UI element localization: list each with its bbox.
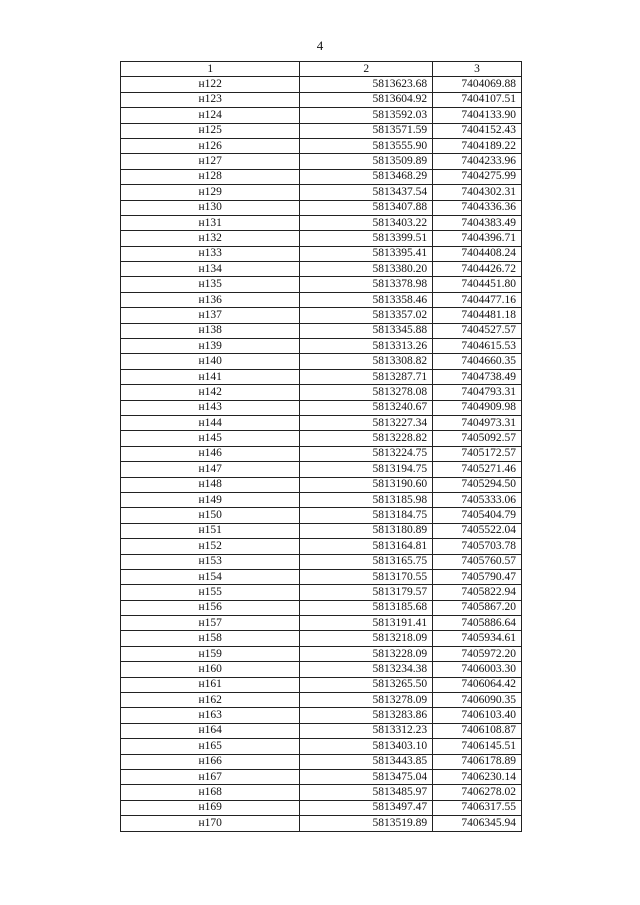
- y-coordinate-cell: 7406230.14: [433, 769, 522, 784]
- table-row: [121, 616, 522, 631]
- point-id-cell: н125: [121, 123, 300, 138]
- y-coordinate-cell: 7405333.06: [433, 492, 522, 507]
- point-id-cell: н145: [121, 431, 300, 446]
- y-coordinate-cell: 7404107.51: [433, 92, 522, 107]
- table-row: [121, 477, 522, 492]
- y-coordinate-cell: 7406178.89: [433, 754, 522, 769]
- coordinates-table: [120, 61, 522, 832]
- point-id-cell: н167: [121, 769, 300, 784]
- x-coordinate-cell: 5813287.71: [300, 369, 433, 384]
- table-row: [121, 108, 522, 123]
- table-header-row: [121, 62, 522, 77]
- y-coordinate-cell: 7405934.61: [433, 631, 522, 646]
- table-row: [121, 462, 522, 477]
- x-coordinate-cell: 5813468.29: [300, 169, 433, 184]
- point-id-cell: н150: [121, 508, 300, 523]
- y-coordinate-cell: 7404189.22: [433, 138, 522, 153]
- point-id-cell: н123: [121, 92, 300, 107]
- point-id-cell: н128: [121, 169, 300, 184]
- table-row: [121, 708, 522, 723]
- y-coordinate-cell: 7406090.35: [433, 693, 522, 708]
- x-coordinate-cell: 5813399.51: [300, 231, 433, 246]
- x-coordinate-cell: 5813313.26: [300, 339, 433, 354]
- y-coordinate-cell: 7404396.71: [433, 231, 522, 246]
- x-coordinate-cell: 5813312.23: [300, 723, 433, 738]
- x-coordinate-cell: 5813509.89: [300, 154, 433, 169]
- y-coordinate-cell: 7404615.53: [433, 339, 522, 354]
- table-row: [121, 800, 522, 815]
- x-coordinate-cell: 5813170.55: [300, 569, 433, 584]
- table-row: [121, 739, 522, 754]
- point-id-cell: н136: [121, 292, 300, 307]
- y-coordinate-cell: 7406278.02: [433, 785, 522, 800]
- y-coordinate-cell: 7404336.36: [433, 200, 522, 215]
- x-coordinate-cell: 5813194.75: [300, 462, 433, 477]
- point-id-cell: н148: [121, 477, 300, 492]
- table-row: [121, 354, 522, 369]
- y-coordinate-cell: 7404527.57: [433, 323, 522, 338]
- y-coordinate-cell: 7404302.31: [433, 185, 522, 200]
- table-row: [121, 754, 522, 769]
- point-id-cell: н141: [121, 369, 300, 384]
- x-coordinate-cell: 5813497.47: [300, 800, 433, 815]
- point-id-cell: н144: [121, 415, 300, 430]
- x-coordinate-cell: 5813179.57: [300, 585, 433, 600]
- x-coordinate-cell: 5813623.68: [300, 77, 433, 92]
- point-id-cell: н142: [121, 385, 300, 400]
- table-row: [121, 539, 522, 554]
- point-id-cell: н127: [121, 154, 300, 169]
- y-coordinate-cell: 7405886.64: [433, 616, 522, 631]
- point-id-cell: н149: [121, 492, 300, 507]
- table-body: [121, 77, 522, 831]
- y-coordinate-cell: 7405522.04: [433, 523, 522, 538]
- column-header-point: 1: [121, 62, 300, 77]
- y-coordinate-cell: 7404383.49: [433, 215, 522, 230]
- y-coordinate-cell: 7404451.80: [433, 277, 522, 292]
- point-id-cell: н147: [121, 462, 300, 477]
- point-id-cell: н129: [121, 185, 300, 200]
- table-row: [121, 431, 522, 446]
- table-row: [121, 585, 522, 600]
- table-row: [121, 662, 522, 677]
- y-coordinate-cell: 7405822.94: [433, 585, 522, 600]
- x-coordinate-cell: 5813218.09: [300, 631, 433, 646]
- point-id-cell: н161: [121, 677, 300, 692]
- table-row: [121, 508, 522, 523]
- point-id-cell: н131: [121, 215, 300, 230]
- table-row: [121, 369, 522, 384]
- y-coordinate-cell: 7405972.20: [433, 646, 522, 661]
- table-row: [121, 323, 522, 338]
- table-row: [121, 631, 522, 646]
- point-id-cell: н138: [121, 323, 300, 338]
- point-id-cell: н160: [121, 662, 300, 677]
- x-coordinate-cell: 5813190.60: [300, 477, 433, 492]
- x-coordinate-cell: 5813357.02: [300, 308, 433, 323]
- point-id-cell: н155: [121, 585, 300, 600]
- y-coordinate-cell: 7405867.20: [433, 600, 522, 615]
- x-coordinate-cell: 5813234.38: [300, 662, 433, 677]
- table-row: [121, 231, 522, 246]
- point-id-cell: н159: [121, 646, 300, 661]
- x-coordinate-cell: 5813283.86: [300, 708, 433, 723]
- y-coordinate-cell: 7405703.78: [433, 539, 522, 554]
- x-coordinate-cell: 5813604.92: [300, 92, 433, 107]
- table-row: [121, 400, 522, 415]
- table-row: [121, 246, 522, 261]
- table-row: [121, 92, 522, 107]
- y-coordinate-cell: 7405294.50: [433, 477, 522, 492]
- y-coordinate-cell: 7405790.47: [433, 569, 522, 584]
- y-coordinate-cell: 7404233.96: [433, 154, 522, 169]
- point-id-cell: н164: [121, 723, 300, 738]
- point-id-cell: н146: [121, 446, 300, 461]
- table-row: [121, 154, 522, 169]
- x-coordinate-cell: 5813443.85: [300, 754, 433, 769]
- y-coordinate-cell: 7406108.87: [433, 723, 522, 738]
- x-coordinate-cell: 5813437.54: [300, 185, 433, 200]
- x-coordinate-cell: 5813378.98: [300, 277, 433, 292]
- point-id-cell: н151: [121, 523, 300, 538]
- y-coordinate-cell: 7404275.99: [433, 169, 522, 184]
- table-row: [121, 492, 522, 507]
- point-id-cell: н126: [121, 138, 300, 153]
- table-row: [121, 339, 522, 354]
- point-id-cell: н168: [121, 785, 300, 800]
- y-coordinate-cell: 7405092.57: [433, 431, 522, 446]
- table-row: [121, 785, 522, 800]
- point-id-cell: н124: [121, 108, 300, 123]
- point-id-cell: н140: [121, 354, 300, 369]
- point-id-cell: н135: [121, 277, 300, 292]
- table-row: [121, 292, 522, 307]
- point-id-cell: н154: [121, 569, 300, 584]
- table-row: [121, 123, 522, 138]
- point-id-cell: н157: [121, 616, 300, 631]
- point-id-cell: н134: [121, 262, 300, 277]
- x-coordinate-cell: 5813475.04: [300, 769, 433, 784]
- page-number: 4: [316, 38, 324, 53]
- table-row: [121, 646, 522, 661]
- y-coordinate-cell: 7404909.98: [433, 400, 522, 415]
- y-coordinate-cell: 7406064.42: [433, 677, 522, 692]
- point-id-cell: н170: [121, 816, 300, 831]
- point-id-cell: н130: [121, 200, 300, 215]
- y-coordinate-cell: 7405271.46: [433, 462, 522, 477]
- x-coordinate-cell: 5813358.46: [300, 292, 433, 307]
- x-coordinate-cell: 5813308.82: [300, 354, 433, 369]
- y-coordinate-cell: 7404738.49: [433, 369, 522, 384]
- point-id-cell: н152: [121, 539, 300, 554]
- y-coordinate-cell: 7406317.55: [433, 800, 522, 815]
- column-header-x: 2: [300, 62, 433, 77]
- y-coordinate-cell: 7404426.72: [433, 262, 522, 277]
- x-coordinate-cell: 5813265.50: [300, 677, 433, 692]
- table-row: [121, 569, 522, 584]
- x-coordinate-cell: 5813191.41: [300, 616, 433, 631]
- y-coordinate-cell: 7404481.18: [433, 308, 522, 323]
- x-coordinate-cell: 5813555.90: [300, 138, 433, 153]
- table-row: [121, 523, 522, 538]
- y-coordinate-cell: 7404660.35: [433, 354, 522, 369]
- y-coordinate-cell: 7405404.79: [433, 508, 522, 523]
- point-id-cell: н163: [121, 708, 300, 723]
- x-coordinate-cell: 5813278.08: [300, 385, 433, 400]
- y-coordinate-cell: 7406103.40: [433, 708, 522, 723]
- point-id-cell: н143: [121, 400, 300, 415]
- x-coordinate-cell: 5813519.89: [300, 816, 433, 831]
- table-row: [121, 200, 522, 215]
- table-row: [121, 723, 522, 738]
- table-row: [121, 215, 522, 230]
- y-coordinate-cell: 7404152.43: [433, 123, 522, 138]
- table-row: [121, 446, 522, 461]
- table-row: [121, 554, 522, 569]
- x-coordinate-cell: 5813228.09: [300, 646, 433, 661]
- x-coordinate-cell: 5813380.20: [300, 262, 433, 277]
- x-coordinate-cell: 5813165.75: [300, 554, 433, 569]
- x-coordinate-cell: 5813485.97: [300, 785, 433, 800]
- y-coordinate-cell: 7404477.16: [433, 292, 522, 307]
- table-row: [121, 677, 522, 692]
- x-coordinate-cell: 5813403.22: [300, 215, 433, 230]
- point-id-cell: н137: [121, 308, 300, 323]
- x-coordinate-cell: 5813184.75: [300, 508, 433, 523]
- x-coordinate-cell: 5813180.89: [300, 523, 433, 538]
- y-coordinate-cell: 7404408.24: [433, 246, 522, 261]
- point-id-cell: н169: [121, 800, 300, 815]
- x-coordinate-cell: 5813228.82: [300, 431, 433, 446]
- table-row: [121, 415, 522, 430]
- table-row: [121, 600, 522, 615]
- y-coordinate-cell: 7404793.31: [433, 385, 522, 400]
- point-id-cell: н133: [121, 246, 300, 261]
- y-coordinate-cell: 7404069.88: [433, 77, 522, 92]
- table-row: [121, 816, 522, 831]
- point-id-cell: н165: [121, 739, 300, 754]
- point-id-cell: н132: [121, 231, 300, 246]
- y-coordinate-cell: 7405760.57: [433, 554, 522, 569]
- point-id-cell: н139: [121, 339, 300, 354]
- x-coordinate-cell: 5813185.98: [300, 492, 433, 507]
- table-row: [121, 169, 522, 184]
- column-header-y: 3: [433, 62, 522, 77]
- table-row: [121, 138, 522, 153]
- point-id-cell: н158: [121, 631, 300, 646]
- x-coordinate-cell: 5813224.75: [300, 446, 433, 461]
- table-row: [121, 385, 522, 400]
- y-coordinate-cell: 7405172.57: [433, 446, 522, 461]
- x-coordinate-cell: 5813278.09: [300, 693, 433, 708]
- point-id-cell: н156: [121, 600, 300, 615]
- x-coordinate-cell: 5813185.68: [300, 600, 433, 615]
- y-coordinate-cell: 7406345.94: [433, 816, 522, 831]
- point-id-cell: н153: [121, 554, 300, 569]
- table-row: [121, 277, 522, 292]
- x-coordinate-cell: 5813240.67: [300, 400, 433, 415]
- x-coordinate-cell: 5813345.88: [300, 323, 433, 338]
- table-row: [121, 262, 522, 277]
- x-coordinate-cell: 5813571.59: [300, 123, 433, 138]
- point-id-cell: н162: [121, 693, 300, 708]
- table-row: [121, 185, 522, 200]
- x-coordinate-cell: 5813407.88: [300, 200, 433, 215]
- x-coordinate-cell: 5813395.41: [300, 246, 433, 261]
- table-row: [121, 308, 522, 323]
- x-coordinate-cell: 5813403.10: [300, 739, 433, 754]
- table-row: [121, 77, 522, 92]
- point-id-cell: н122: [121, 77, 300, 92]
- y-coordinate-cell: 7404973.31: [433, 415, 522, 430]
- y-coordinate-cell: 7406145.51: [433, 739, 522, 754]
- y-coordinate-cell: 7406003.30: [433, 662, 522, 677]
- point-id-cell: н166: [121, 754, 300, 769]
- y-coordinate-cell: 7404133.90: [433, 108, 522, 123]
- x-coordinate-cell: 5813164.81: [300, 539, 433, 554]
- table-row: [121, 769, 522, 784]
- x-coordinate-cell: 5813592.03: [300, 108, 433, 123]
- x-coordinate-cell: 5813227.34: [300, 415, 433, 430]
- table-row: [121, 693, 522, 708]
